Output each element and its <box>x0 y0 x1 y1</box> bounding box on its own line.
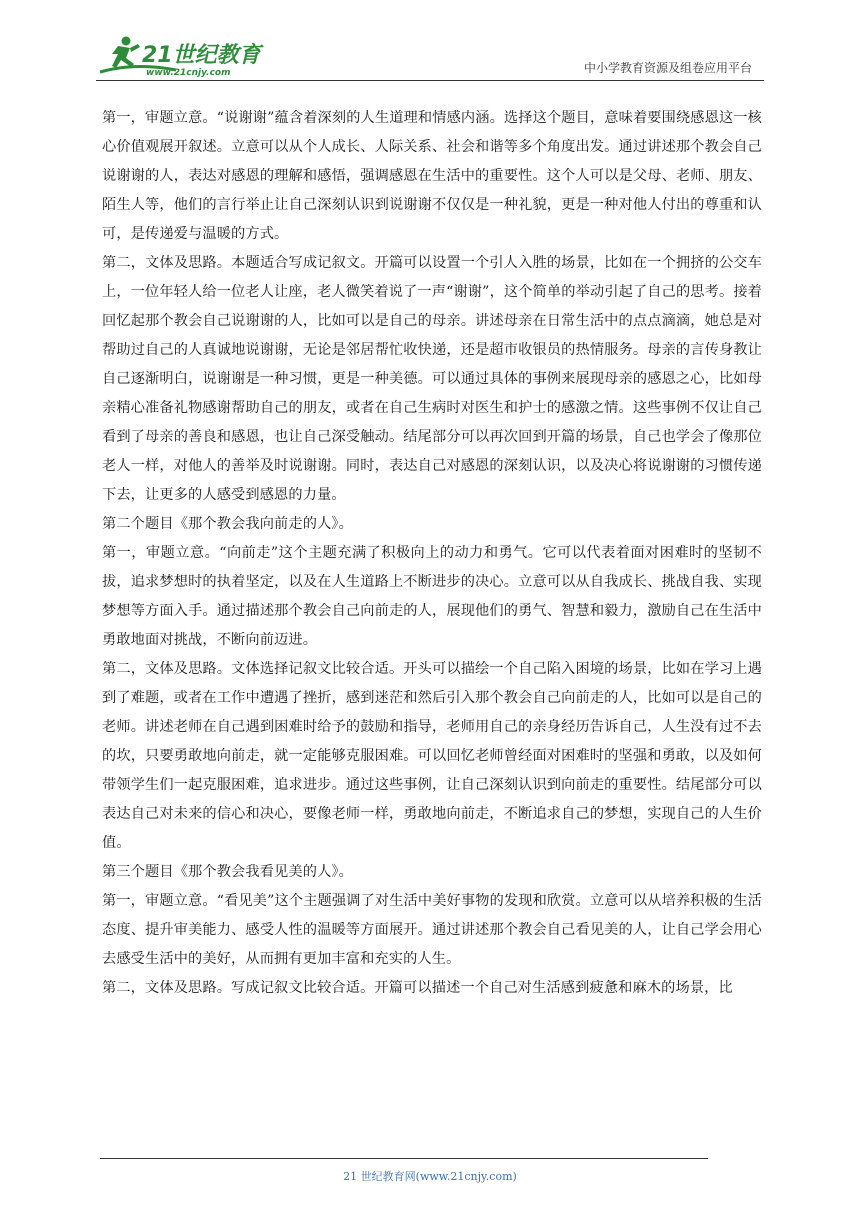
section-heading: 第三个题目《那个教会我看见美的人》。 <box>102 864 353 880</box>
logo-main-text: 21世纪教育 <box>142 43 261 68</box>
document-body <box>102 104 762 1003</box>
paragraph: 第二，文体及思路。文体选择记叙文比较合适。开头可以描绘一个自己陷入困境的场景，比如在学习上遇到了难题，或者在工作中遭遇了挫折，感到迷茫和然后引入那个教会自己向前走的人，比如可以是自己的老师。讲述老师在自己遇到困难时给予的鼓励和指导，老师用自己的亲身经历告诉自己，人生没有过不去的坎，只要勇敢地向前走，就一定能够克服困难。可以回忆老师曾经面对困难时的坚强和勇敢，以及如何带领学生们一起克服困难，追求进步。通过这些事例，让自己深刻认识到向前走的重要性。结尾部分可以表达自己对未来的信心和决心，要像老师一样，勇敢地向前走，不断追求自己的梦想，实现自己的人生价值。 <box>102 661 762 851</box>
paragraph: 第一，审题立意。“说谢谢”蕴含着深刻的人生道理和情感内涵。选择这个题目，意味着要围绕感恩这一核心价值观展开叙述。立意可以从个人成长、人际关系、社会和谐等多个角度出发。通过讲述那个教会自己说谢谢的人，表达对感恩的理解和感悟，强调感恩在生活中的重要性。这个人可以是父母、老师、朋友、陌生人等，他们的言行举止让自己深刻认识到说谢谢不仅仅是一种礼貌，更是一种对他人付出的尊重和认可，是传递爱与温暖的方式。 <box>102 110 762 242</box>
section-heading: 第二个题目《那个教会我向前走的人》。 <box>102 516 353 532</box>
paragraph: 第二，文体及思路。本题适合写成记叙文。开篇可以设置一个引人入胜的场景，比如在一个拥挤的公交车上，一位年轻人给一位老人让座，老人微笑着说了一声“谢谢”，这个简单的举动引起了自己的思考。接着回忆起那个教会自己说谢谢的人，比如可以是自己的母亲。讲述母亲在日常生活中的点点滴滴，她总是对帮助过自己的人真诚地说谢谢，无论是邻居帮忙收快递，还是超市收银员的热情服务。母亲的言传身教让自己逐渐明白，说谢谢是一种习惯，更是一种美德。可以通过具体的事例来展现母亲的感恩之心，比如母亲精心准备礼物感谢帮助自己的朋友，或者在自己生病时对医生和护士的感激之情。这些事例不仅让自己看到了母亲的善良和感恩，也让自己深受触动。结尾部分可以再次回到开篇的场景，自己也学会了像那位老人一样，对他人的善举及时说谢谢。同时，表达自己对感恩的深刻认识，以及决心将说谢谢的习惯传递下去，让更多的人感受到感恩的力量。 <box>102 255 762 503</box>
paragraph: 第二，文体及思路。写成记叙文比较合适。开篇可以描述一个自己对生活感到疲惫和麻木的场景，比 <box>102 980 733 996</box>
platform-name: 中小学教育资源及组卷应用平台 <box>583 61 752 75</box>
footer-divider <box>100 1158 708 1159</box>
paragraph: 第一，审题立意。“向前走”这个主题充满了积极向上的动力和勇气。它可以代表着面对困难时的坚韧不拔，追求梦想时的执着坚定，以及在人生道路上不断进步的决心。立意可以从自我成长、挑战自我、实现梦想等方面入手。通过描述那个教会自己向前走的人，展现他们的勇气、智慧和毅力，激励自己在生活中勇敢地面对挑战，不断向前迈进。 <box>102 545 762 648</box>
page-header <box>96 28 764 81</box>
footer-text: 21 世纪教育网(www.21cnjy.com) <box>343 1170 517 1183</box>
paragraph: 第一，审题立意。“看见美”这个主题强调了对生活中美好事物的发现和欣赏。立意可以从培养积极的生活态度、提升审美能力、感受人性的温暖等方面展开。通过讲述那个教会自己看见美的人，让自己学会用心去感受生活中的美好，从而拥有更加丰富和充实的人生。 <box>102 893 762 967</box>
logo-url-text: www.21cnjy.com <box>146 68 231 78</box>
logo <box>96 32 266 78</box>
runner-icon <box>112 37 140 69</box>
